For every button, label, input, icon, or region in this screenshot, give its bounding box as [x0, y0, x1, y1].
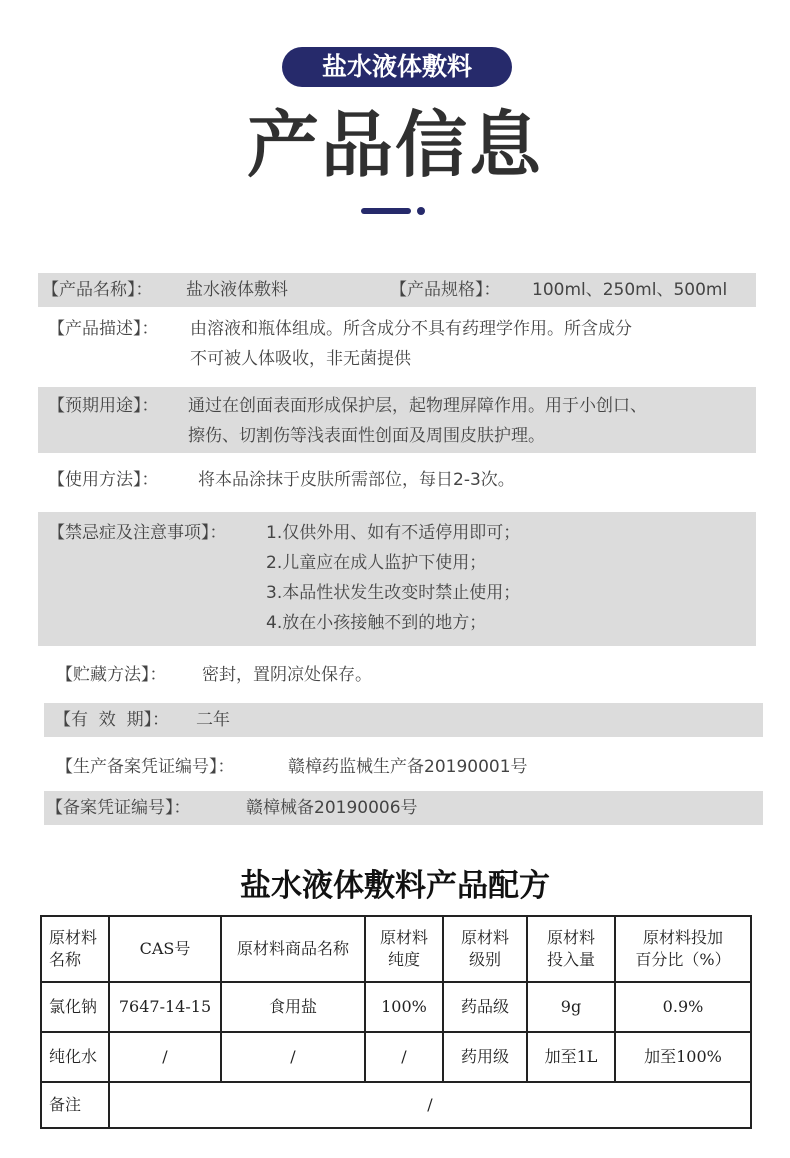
desc-line-2: 不可被人体吸收，非无菌提供	[190, 349, 411, 369]
info-row-method	[38, 462, 756, 498]
table-row	[41, 982, 751, 1032]
contra-label: 【禁忌症及注意事项】：	[48, 523, 227, 543]
prod-cert-value: 赣樟药监械生产备20190001号	[288, 757, 528, 777]
header-cell-cas: CAS号	[109, 916, 221, 982]
table-cell: 7647-14-15	[109, 982, 221, 1032]
method-value: 将本品涂抹于皮肤所需部位，每日2-3次。	[198, 470, 515, 490]
method-label: 【使用方法】：	[48, 470, 159, 490]
header-cell-amount: 原材料 投入量	[527, 916, 615, 982]
table-cell: 100%	[365, 982, 443, 1032]
formula-title: 盐水液体敷料产品配方	[240, 868, 550, 904]
spec-value: 100ml、250ml、500ml	[532, 280, 728, 300]
use-line-2: 擦伤、切割伤等浅表面性创面及周围皮肤护理。	[188, 426, 545, 446]
storage-value: 密封，置阴凉处保存。	[202, 665, 372, 685]
title-underline	[361, 208, 411, 214]
table-cell: 纯化水	[41, 1032, 109, 1082]
contra-line-3: 3.本品性状发生改变时禁止使用；	[266, 583, 521, 603]
header-cell-trade-name: 原材料商品名称	[221, 916, 365, 982]
storage-label: 【贮藏方法】：	[56, 665, 167, 685]
table-cell: 加至100%	[615, 1032, 751, 1082]
product-badge: 盐水液体敷料	[282, 47, 512, 87]
cert-value: 赣樟械备20190006号	[246, 798, 418, 818]
formula-table	[40, 915, 752, 1129]
info-row-production-cert	[44, 750, 763, 784]
remark-label: 备注	[41, 1082, 109, 1128]
header-cell-purity: 原材料 纯度	[365, 916, 443, 982]
remark-value: /	[109, 1082, 751, 1128]
info-row-validity	[44, 703, 763, 737]
info-row-description	[38, 312, 756, 378]
info-row-intended-use	[38, 387, 756, 453]
desc-label: 【产品描述】：	[48, 319, 159, 339]
table-cell: 药用级	[443, 1032, 527, 1082]
table-cell: 0.9%	[615, 982, 751, 1032]
table-cell: 药品级	[443, 982, 527, 1032]
info-row-contraindications	[38, 512, 756, 646]
header-cell-percent: 原材料投加 百分比（%）	[615, 916, 751, 982]
name-label: 【产品名称】：	[42, 280, 153, 300]
table-cell: 食用盐	[221, 982, 365, 1032]
header-cell-grade: 原材料 级别	[443, 916, 527, 982]
contra-line-4: 4.放在小孩接触不到的地方；	[266, 613, 487, 633]
use-line-1: 通过在创面表面形成保护层，起物理屏障作用。用于小创口、	[188, 396, 647, 416]
contra-line-2: 2.儿童应在成人监护下使用；	[266, 553, 487, 573]
table-header-row	[41, 916, 751, 982]
title-dot	[417, 207, 425, 215]
table-row	[41, 1032, 751, 1082]
spec-label: 【产品规格】：	[390, 280, 501, 300]
cert-label: 【备案凭证编号】：	[46, 798, 191, 818]
info-row-cert	[44, 791, 763, 825]
table-cell: /	[109, 1032, 221, 1082]
table-cell: 加至1L	[527, 1032, 615, 1082]
info-row-name-spec	[38, 273, 756, 307]
use-label: 【预期用途】：	[48, 396, 159, 416]
table-cell: 9g	[527, 982, 615, 1032]
table-cell: 氯化钠	[41, 982, 109, 1032]
info-row-storage	[38, 658, 756, 692]
name-value: 盐水液体敷料	[186, 280, 288, 300]
prod-cert-label: 【生产备案凭证编号】：	[56, 757, 235, 777]
header-cell-name: 原材料 名称	[41, 916, 109, 982]
table-cell: /	[365, 1032, 443, 1082]
table-cell: /	[221, 1032, 365, 1082]
desc-line-1: 由溶液和瓶体组成。所含成分不具有药理学作用。所含成分	[190, 319, 632, 339]
validity-label: 【有 效 期】：	[54, 710, 170, 730]
validity-value: 二年	[196, 710, 230, 730]
contra-line-1: 1.仅供外用、如有不适停用即可；	[266, 523, 521, 543]
page-title: 产品信息	[246, 103, 543, 187]
table-remark-row	[41, 1082, 751, 1128]
